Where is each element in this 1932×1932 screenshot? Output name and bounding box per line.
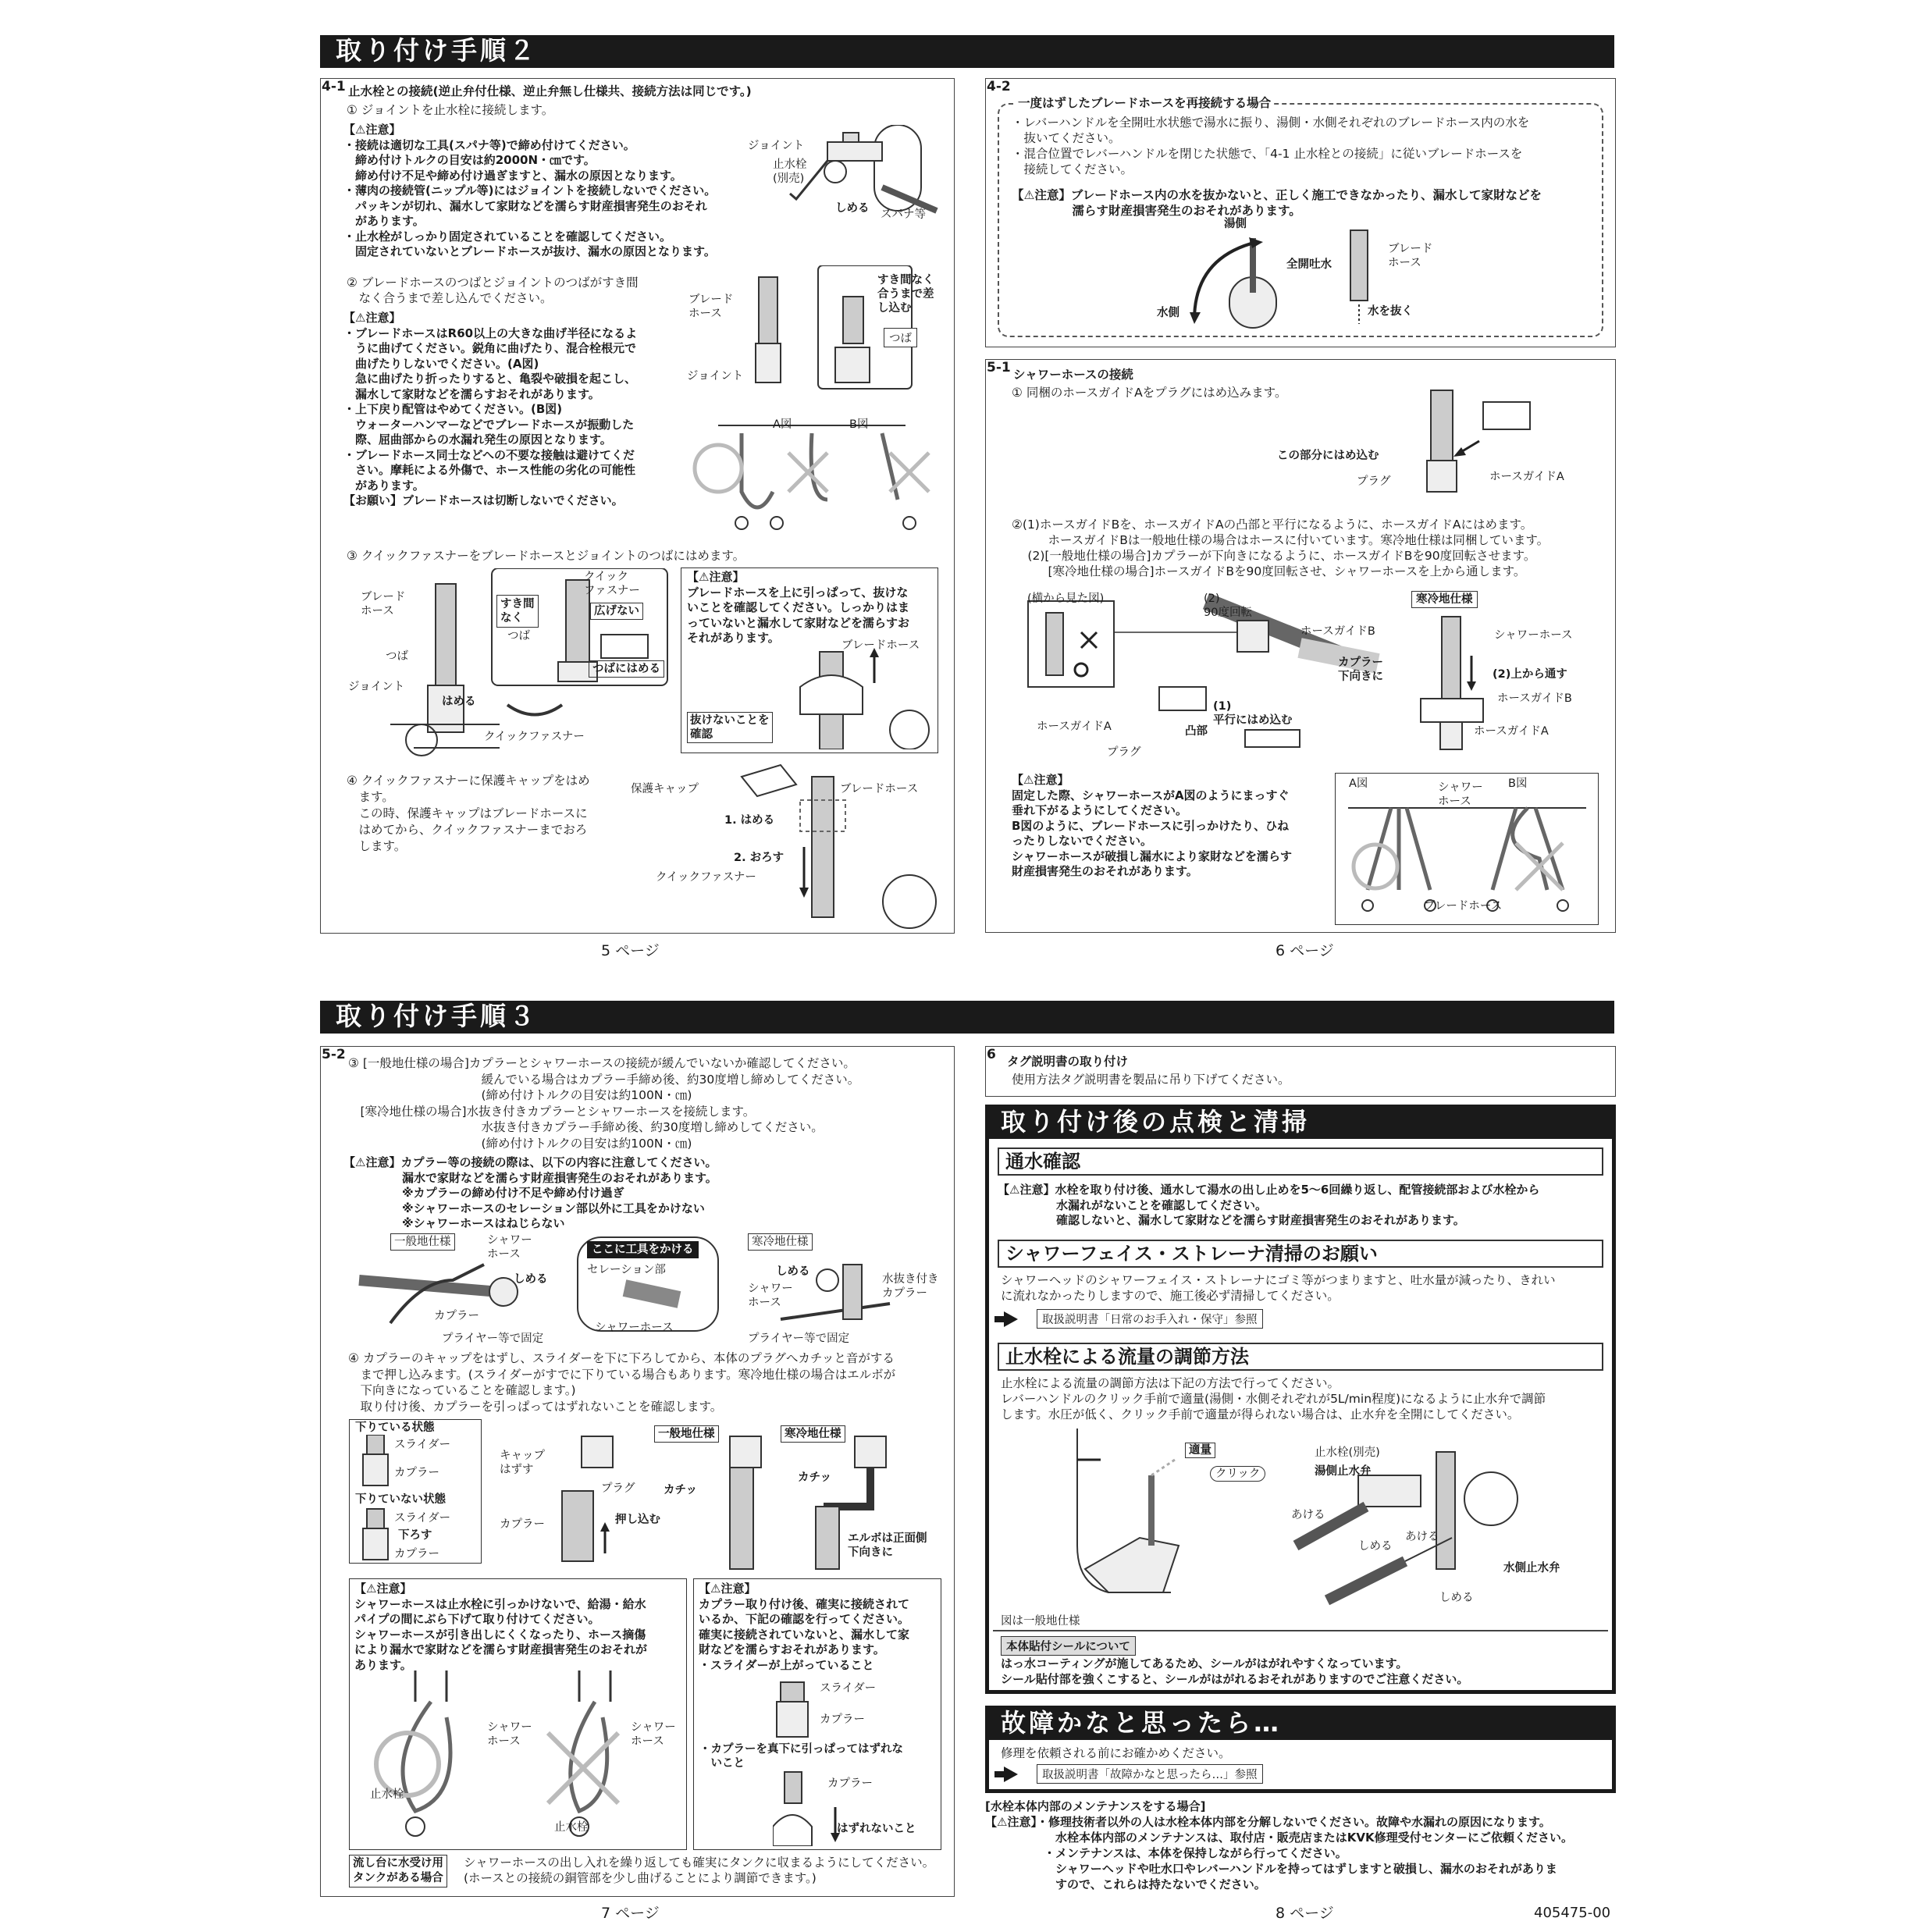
- fig3-label-shower-hose: シャワー ホース: [1438, 781, 1483, 808]
- fig2-label-side-view: (横から見た図): [1027, 592, 1105, 605]
- fig2-label-coupler3: カプラー: [500, 1518, 545, 1531]
- fig2-label-guide-a: ホースガイドA: [1037, 720, 1112, 733]
- fig1-label-shower-hose3: シャワー ホース: [748, 1283, 793, 1309]
- fig5-label-quick-fastener: クイックファスナー: [656, 871, 756, 884]
- water-caution: 【⚠注意】水栓を取り付け後、通水して湯水の出し止めを5～6回繰り返し、配管接続部および水栓から 水漏れがないことを確認してください。 確認しないと、漏水して家財などを濡らす財産損害発生のおそれがあります。: [998, 1183, 1540, 1227]
- fig1-label-plier2: プライヤー等で固定: [748, 1332, 850, 1345]
- flow-label-stopcock: 止水栓(別売): [1315, 1446, 1380, 1459]
- fig1-label-guide-a: ホースガイドA: [1489, 471, 1564, 483]
- flow-label-open1: あける: [1291, 1509, 1325, 1521]
- section-title-bottom: 取り付け手順３: [320, 1001, 1614, 1034]
- fig2-label-lower: 下ろす: [398, 1529, 432, 1542]
- fig1-label-joint: ジョイント: [748, 140, 805, 152]
- page6-caution: 【⚠注意】 固定した際、シャワーホースがA図のようにまっすぐ 垂れ下がるようにしてください。 B図のように、ブレードホースに引っかけたり、ひね ったりしないでください。 シャワーホースが破損し漏水により家財などを濡らす 財産損害発生のおそれがあります。: [1012, 773, 1292, 878]
- fig4-label-coupler2: カプラー: [827, 1777, 873, 1790]
- page7-caution2: 【⚠注意】 シャワーホースは止水栓に引っかけないで、給湯・給水 パイプの間にぶら下げて取り付けてください。 シャワーホースが引き出しにくくなったり、ホース摘傷 により漏水で家財などを濡らす財産損害発生のおそれが あります。: [354, 1582, 648, 1672]
- fig1-label-tighten: しめる: [835, 202, 870, 215]
- page6-step51: 5-1: [987, 360, 1011, 375]
- water-title: 通水確認: [998, 1147, 1603, 1176]
- fig1-label-tighten: しめる: [514, 1273, 548, 1286]
- fig3-label-shower-hose1: シャワー ホース: [487, 1721, 532, 1748]
- fig1-label-plier: プライヤー等で固定: [442, 1332, 544, 1345]
- page7-step3: ③ [一般地仕様の場合]カプラーとシャワーホースの接続が緩んでいないか確認してください。 緩んでいる場合はカプラー手締め後、約30度増し締めしてください。 (締め付けトルクの目安は約100N・㎝) [寒冷地仕様の場合]水抜き付きカプラーとシャワーホースを接続します。 水抜き付きカプラー手締め後、約30度増し締めしてください。 (締め付けトルクの目安は約100N・㎝): [348, 1056, 860, 1151]
- strainer-body: シャワーヘッドのシャワーフェイス・ストレーナにゴミ等がつまりますと、吐水量が減ったり、きれい に流れなかったりしますので、施工後必ず清掃してください。: [1001, 1273, 1556, 1303]
- strainer-ref[interactable]: 取扱説明書「日常のお手入れ・保守」参照: [1037, 1309, 1263, 1329]
- fig1-label-stopcock: 止水栓 (別売): [773, 158, 807, 185]
- fig2-label-coupler: カプラー: [394, 1467, 439, 1479]
- trouble-title: 故障かなと思ったら…: [985, 1706, 1616, 1740]
- fig2-label-shower-hose: シャワーホース: [1494, 629, 1573, 642]
- fig3-label-quick-fastener: クイック ファスナー: [584, 571, 640, 597]
- fig1-label-coupler: カプラー: [434, 1310, 479, 1322]
- page5-step3: ③ クイックファスナーをブレードホースとジョイントのつばにはめます。: [347, 549, 745, 563]
- fig1-label-cold: 寒冷地仕様: [748, 1233, 813, 1251]
- fig2-label-click2: カチッ: [798, 1471, 832, 1484]
- fig4-label-pull-check: ・カプラーを真下に引っぱってはずれな いこと: [699, 1743, 903, 1770]
- page8-tag-body: 使用方法タグ説明書を製品に吊り下げてください。: [1012, 1073, 1290, 1087]
- page6-reconnect-heading: 一度はずしたブレードホースを再接続する場合: [1015, 95, 1274, 111]
- fig1-label-fit-here: この部分にはめ込む: [1277, 450, 1379, 462]
- page6-shower-heading: シャワーホースの接続: [1013, 368, 1133, 382]
- flow-title: 止水栓による流量の調節方法: [998, 1343, 1603, 1371]
- fig2-label-coupler2: カプラー: [394, 1548, 439, 1560]
- fig2-label-b: B図: [849, 418, 869, 431]
- fig2-label-down-state: 下りている状態: [355, 1421, 435, 1434]
- fig2-label-elbow: エルボは正面側 下向きに: [848, 1532, 927, 1559]
- fig-shower-stopcock: [353, 1670, 681, 1846]
- fig1-label-shower-hose: シャワー ホース: [487, 1234, 532, 1261]
- fig2-label-guide-b: ホースガイドB: [1300, 625, 1375, 638]
- page5-caution1: 【⚠注意】 ・接続は適切な工具(スパナ等)で締め付けてください。 締め付けトルクの目安は約2000N・㎝です。 締め付け不足や締め付け過ぎますと、漏水の原因となります。 ・薄肉の接続管(ニップル等)にはジョイントを接続しないでください。 パッキンが切れ、漏水して家財などを濡らす財産損害発生のおそれ があります。 ・止水栓がしっかり固定されていることを確認してください。 固定されていないとブレードホースが抜け、漏水の原因となります。: [343, 123, 717, 258]
- trouble-body: 修理を依頼される前にお確かめください。: [1001, 1746, 1231, 1760]
- fig2-label-flange: つば: [884, 328, 917, 347]
- fig2-label-joint: ジョイント: [687, 370, 744, 382]
- flow-label-proper: 適量: [1185, 1443, 1215, 1458]
- fig1-label-general: 一般地仕様: [390, 1233, 455, 1251]
- page5-step2: ② ブレードホースのつばとジョイントのつばがすき間 なく合うまで差し込んでください。: [347, 276, 639, 305]
- fig2-label-a: A図: [773, 418, 792, 431]
- flow-note: 図は一般地仕様: [1001, 1615, 1080, 1628]
- page7-step: 5-2: [322, 1047, 346, 1062]
- fig3-label-a: A図: [1349, 777, 1368, 790]
- fig2-label-thread-top: (2)上から通す: [1493, 668, 1567, 681]
- flow-label-open2: あける: [1405, 1531, 1439, 1543]
- fig2-label-slider2: スライダー: [394, 1512, 451, 1525]
- trouble-arrow-shaft: [994, 1771, 1005, 1777]
- page7-number: 7 ページ: [601, 1905, 660, 1922]
- fig2-label-plug: プラグ: [601, 1482, 635, 1495]
- sink-tank-text: シャワーホースの出し入れを繰り返しても確実にタンクに収まるようにしてください。 (ホースとの接続の銅管部を少し曲げることにより調節できます。): [464, 1856, 935, 1885]
- page7-caution1: 【⚠注意】カプラー等の接続の際は、以下の内容に注意してください。 漏水で家財などを濡らす財産損害発生のおそれがあります。 ※カプラーの締め付け不足や締め付け過ぎ ※シャワーホースのセレーション部以外に工具をかけない ※シャワーホースはねじらない: [343, 1155, 717, 1230]
- page5-step-number: 4-1: [322, 79, 346, 94]
- fig2-label-guide-b2: ホースガイドB: [1497, 692, 1572, 705]
- fig-label-braided-hose: ブレード ホース: [1388, 243, 1433, 269]
- fig2-label-cap-off: キャップ はずす: [500, 1450, 545, 1476]
- page6-step2: ②(1)ホースガイドBを、ホースガイドAの凸部と平行になるように、ホースガイドAにはめます。 ホースガイドBは一般地仕様の場合はホースに付いています。寒冷地仕様は同梱しています。 (2)[一般地仕様の場合]カプラーが下向きになるように、ホースガイドBを90度回転させます。 [寒冷地仕様の場合]ホースガイドBを90度回転させ、シャワーホースを上から通します。: [1012, 518, 1550, 578]
- fig2-label-cold: 寒冷地仕様: [781, 1425, 845, 1443]
- trouble-ref[interactable]: 取扱説明書「故障かなと思ったら…」参照: [1037, 1764, 1263, 1784]
- seal-body: はっ水コーティングが施してあるため、シールがはがれやすくなっています。 シール貼付部を強くこすると、シールがはがれるおそれがありますのでご注意ください。: [1001, 1656, 1469, 1686]
- fig1-label-tool-here: ここに工具をかける: [587, 1241, 699, 1258]
- fig3-label-braided-hose: ブレード ホース: [361, 591, 406, 617]
- flow-label-cold-valve: 水側止水弁: [1503, 1562, 1560, 1574]
- section-title-top: 取り付け手順２: [320, 35, 1614, 68]
- inspect-title: 取り付け後の点検と清掃: [985, 1105, 1616, 1139]
- fig2-label-slider: スライダー: [394, 1439, 451, 1451]
- fig3-label-no-gap: すき間 なく: [496, 595, 539, 628]
- fig3-label-dont-widen: 広げない: [590, 603, 643, 620]
- page5-heading: 止水栓との接続(逆止弁付仕様、逆止弁無し仕様共、接続方法は同じです。): [348, 84, 752, 98]
- strainer-arrow-icon: [1004, 1311, 1018, 1327]
- fig2-label-rotate: (2) 90度回転: [1204, 592, 1252, 619]
- fig-label-hot-side: 湯側: [1224, 218, 1247, 230]
- flow-label-hot-valve: 湯側止水弁: [1315, 1465, 1372, 1478]
- fig5-label-cap: 保護キャップ: [631, 783, 699, 795]
- fig2-label-cold-spec: 寒冷地仕様: [1411, 591, 1478, 608]
- fig3-label-braided-hose: ブレードホース: [1424, 900, 1503, 913]
- seal-divider: [993, 1630, 1608, 1631]
- fig1-label-serration: セレーション部: [587, 1264, 666, 1276]
- fig3-label-flange2: つば: [386, 650, 408, 663]
- fig3-label-stopcock2: 止水栓: [554, 1821, 589, 1834]
- page6-reconnect-caution: 【⚠注意】ブレードホース内の水を抜かないと、正しく施工できなかったり、漏水して家財などを 濡らす財産損害発生のおそれがあります。: [1012, 188, 1542, 218]
- fig2-label-click1: カチッ: [664, 1484, 698, 1496]
- page8-tag-heading: タグ説明書の取り付け: [1007, 1055, 1129, 1069]
- page5-number: 5 ページ: [601, 942, 660, 959]
- fig1-label-tighten2: しめる: [776, 1265, 810, 1278]
- fig3-label-shower-hose2: シャワー ホース: [631, 1721, 676, 1748]
- page8-number: 8 ページ: [1276, 1905, 1334, 1922]
- fig-label-full-open: 全開吐水: [1286, 258, 1332, 271]
- sink-tank-label: 流し台に水受け用 タンクがある場合: [349, 1855, 447, 1888]
- fig4-label-braided-hose: ブレードホース: [841, 639, 920, 652]
- fig2-label-coupler-down: カプラー 下向きに: [1338, 656, 1383, 683]
- fig1-label-plug: プラグ: [1357, 475, 1391, 488]
- fig3-label-flange1: つば: [507, 630, 530, 642]
- fig1-label-spanner: スパナ等: [881, 208, 926, 221]
- fig1-label-drain-coupler: 水抜き付き カプラー: [882, 1273, 939, 1300]
- fig5-label-braided-hose: ブレードホース: [840, 783, 919, 795]
- flow-label-close1: しめる: [1358, 1540, 1393, 1553]
- fig2-label-plug: プラグ: [1107, 746, 1141, 759]
- fig3-label-fit-flange: つばにはめる: [589, 660, 664, 678]
- fig4-label-coupler: カプラー: [820, 1713, 865, 1726]
- page8-step: 6: [987, 1047, 996, 1062]
- fig3-label-stopcock1: 止水栓: [370, 1788, 404, 1801]
- fig3-label-fit: はめる: [442, 696, 476, 708]
- page5-step4: ④ クイックファスナーに保護キャップをはめ ます。 この時、保護キャップはブレードホースに はめてから、クイックファスナーまでおろ します。: [347, 774, 590, 853]
- fig4-label-confirm: 抜けないことを 確認: [687, 712, 773, 743]
- fig2-label-guide-a2: ホースガイドA: [1474, 725, 1549, 738]
- strainer-title: シャワーフェイス・ストレーナ清掃のお願い: [998, 1240, 1603, 1268]
- page6-reconnect-body: ・レバーハンドルを全開吐水状態で湯水に振り、湯側・水側それぞれのブレードホース内の水を 抜いてください。 ・混合位置でレバーハンドルを閉じた状態で、「4-1 止水栓との接続」に従いブレードホースを 接続してください。: [1012, 116, 1530, 176]
- fig-hose-guide-a: [1405, 386, 1592, 503]
- page6-step1: ① 同梱のホースガイドAをプラグにはめ込みます。: [1012, 386, 1287, 400]
- trouble-arrow-icon: [1004, 1767, 1018, 1782]
- fig-label-drain: 水を抜く: [1368, 305, 1413, 318]
- page5-caution2: 【⚠注意】 ・ブレードホースはR60以上の大きな曲げ半径になるよ うに曲げてください。鋭角に曲げたり、混合栓根元で 曲げたりしないでください。(A図) 急に曲げたり折ったりすると、亀裂や破損を起こし、 漏水して家財などを濡らすおそれがあります。 ・上下戻り配管はやめてください。(B図) ウォーターハンマーなどでブレードホースが振動した 際、屈曲部からの水漏れ発生の原因となります。 ・ブレードホース同士などへの不要な接触は避けてくだ さい。摩耗による外傷で、ホース性能の劣化の可能性 があります。 【お願い】ブレードホースは切断しないでください。: [343, 311, 638, 507]
- fig-pull-hand: [773, 640, 937, 749]
- page5-caution3: 【⚠注意】 ブレードホースを上に引っぱって、抜けな いことを確認してください。しっかりはま っていないと漏水して家財などを濡らすお それがあります。: [687, 570, 910, 645]
- seal-tag: 本体貼付シールについて: [1001, 1636, 1136, 1656]
- fig2-label-protrusion: 凸部: [1185, 725, 1208, 738]
- fig2-label-not-down: 下りていない状態: [355, 1493, 446, 1506]
- fig3-label-joint: ジョイント: [348, 681, 405, 693]
- fig2-label-general: 一般地仕様: [654, 1425, 719, 1443]
- flow-body: 止水栓による流量の調節方法は下記の方法で行ってください。 レバーハンドルのクリック手前で適量(湯側・水側それぞれが5L/min程度)になるように止水弁で調節 します。水圧が低く、クリック手前で適量が得られない場合は、止水弁を全開にしてください。: [1001, 1376, 1546, 1421]
- fig2-label-parallel: (1) 平行にはめ込む: [1213, 700, 1293, 727]
- fig3-label-quick-fastener2: クイックファスナー: [484, 731, 585, 743]
- page5-step1: ① ジョイントを止水栓に接続します。: [347, 103, 554, 117]
- page7-caution3: 【⚠注意】 カプラー取り付け後、確実に接続されて いるか、下記の確認を行ってください。 確実に接続されていないと、漏水して家 財などを濡らすおそれがあります。 ・スライダーが上がっていること: [699, 1582, 910, 1672]
- flow-label-close2: しめる: [1439, 1592, 1474, 1604]
- page6-step42: 4-2: [987, 79, 1011, 94]
- page6-number: 6 ページ: [1276, 942, 1334, 959]
- document-number: 405475-00: [1534, 1905, 1611, 1921]
- fig1-label-shower-hose2: シャワーホース: [595, 1322, 674, 1334]
- fig2-label-no-gap: すき間なく 合うまで差 し込む: [877, 274, 934, 315]
- fig4-label-no-detach: はずれないこと: [837, 1823, 916, 1835]
- strainer-arrow-shaft: [994, 1316, 1005, 1322]
- flow-label-click: クリック: [1210, 1466, 1265, 1482]
- fig2-label-push: 押し込む: [615, 1514, 660, 1526]
- fig5-label-lower: 2. おろす: [734, 852, 785, 864]
- fig-label-cold-side: 水側: [1157, 307, 1179, 319]
- fig4-label-slider: スライダー: [820, 1682, 877, 1695]
- fig3-label-b: B図: [1508, 777, 1528, 790]
- page7-step4: ④ カプラーのキャップをはずし、スライダーを下に下ろしてから、本体のプラグへカチッと音がする まで押し込みます。(スライダーがすでに下りている場合もあります。寒冷地仕様の場合はエルボが 下向きになっていることを確認します。) 取り付け後、カプラーを引っぱってはずれないことを確認します。: [348, 1351, 896, 1414]
- fig5-label-fit: 1. はめる: [724, 814, 775, 827]
- maintenance-text: [水栓本体内部のメンテナンスをする場合] 【⚠注意】・修理技術者以外の人は水栓本体内部を分解しないでください。故障や水漏れの原因になります。 水栓本体内部のメンテナンスは、取付店・販売店またはKVK修理受付センターにご依頼ください。 ・メンテナンスは、本体を保持しながら行ってください。 シャワーヘッドや吐水口やレバーハンドルを持ってはずしますと破損し、漏水のおそれがありま すので、これらは持たないでください。: [985, 1799, 1574, 1891]
- fig2-label-braided-hose: ブレード ホース: [688, 294, 734, 320]
